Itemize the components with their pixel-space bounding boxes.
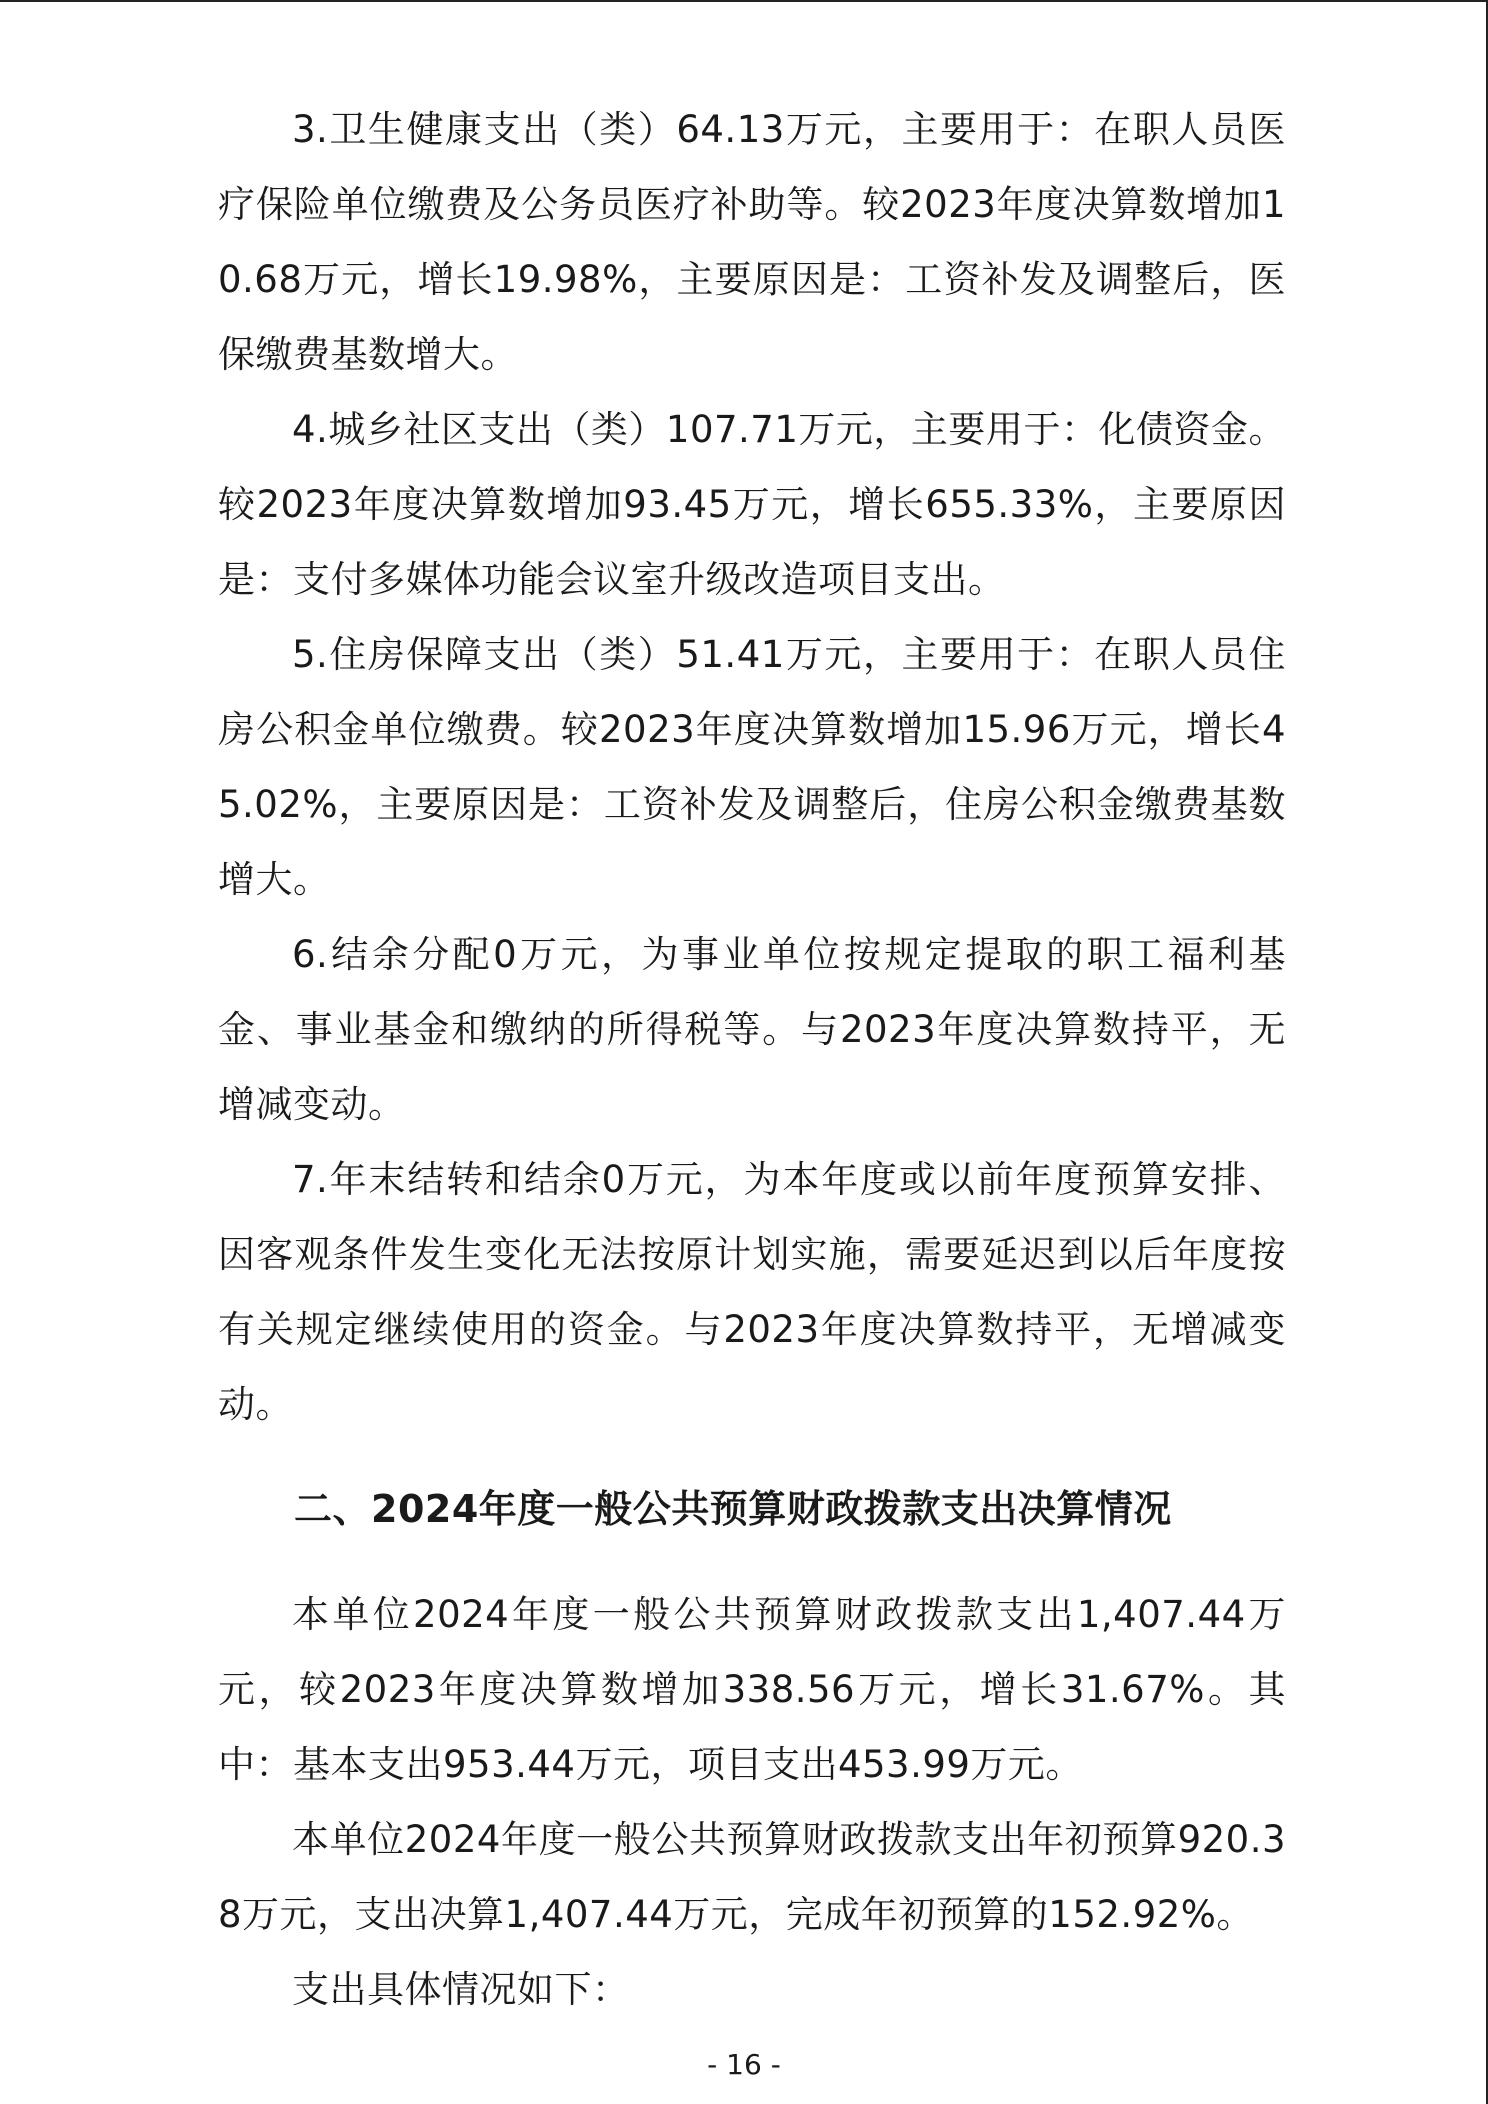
paragraph-surplus-distribution: 6.结余分配0万元，为事业单位按规定提取的职工福利基金、事业基金和缴纳的所得税等。与2023年度决算数持平，无增减变动。: [218, 933, 1286, 1126]
page-number: - 16 -: [707, 2048, 781, 2081]
section-heading: 二、2024年度一般公共预算财政拨款支出决算情况: [294, 1487, 1172, 1531]
spacer: [218, 1442, 1286, 1472]
paragraph-budget-completion: 本单位2024年度一般公共预算财政拨款支出年初预算920.38万元，支出决算1,407.44万元，完成年初预算的152.92%。: [218, 1818, 1286, 1936]
paragraph-housing-expenditure: 5.住房保障支出（类）51.41万元，主要用于：在职人员住房公积金单位缴费。较2023年度决算数增加15.96万元，增长45.02%，主要原因是：工资补发及调整后，住房公积金缴费基数增大。: [218, 633, 1286, 901]
paragraph-health-expenditure: 3.卫生健康支出（类）64.13万元，主要用于：在职人员医疗保险单位缴费及公务员医疗补助等。较2023年度决算数增加10.68万元，增长19.98%，主要原因是：工资补发及调整后，医保缴费基数增大。: [218, 108, 1286, 376]
spacer: [218, 1547, 1286, 1577]
paragraph-year-end-carryover: 7.年末结转和结余0万元，为本年度或以前年度预算安排、因客观条件发生变化无法按原计划实施，需要延迟到以后年度按有关规定继续使用的资金。与2023年度决算数持平，无增减变动。: [218, 1158, 1286, 1426]
paragraph-total-expenditure: 本单位2024年度一般公共预算财政拨款支出1,407.44万元，较2023年度决算数增加338.56万元，增长31.67%。其中：基本支出953.44万元，项目支出453.99万元。: [218, 1593, 1286, 1786]
paragraph-urban-rural-expenditure: 4.城乡社区支出（类）107.71万元，主要用于：化债资金。较2023年度决算数增加93.45万元，增长655.33%，主要原因是：支付多媒体功能会议室升级改造项目支出。: [218, 408, 1286, 601]
paragraph-details-intro: 支出具体情况如下：: [292, 1968, 630, 2011]
document-body: [218, 92, 1286, 2027]
